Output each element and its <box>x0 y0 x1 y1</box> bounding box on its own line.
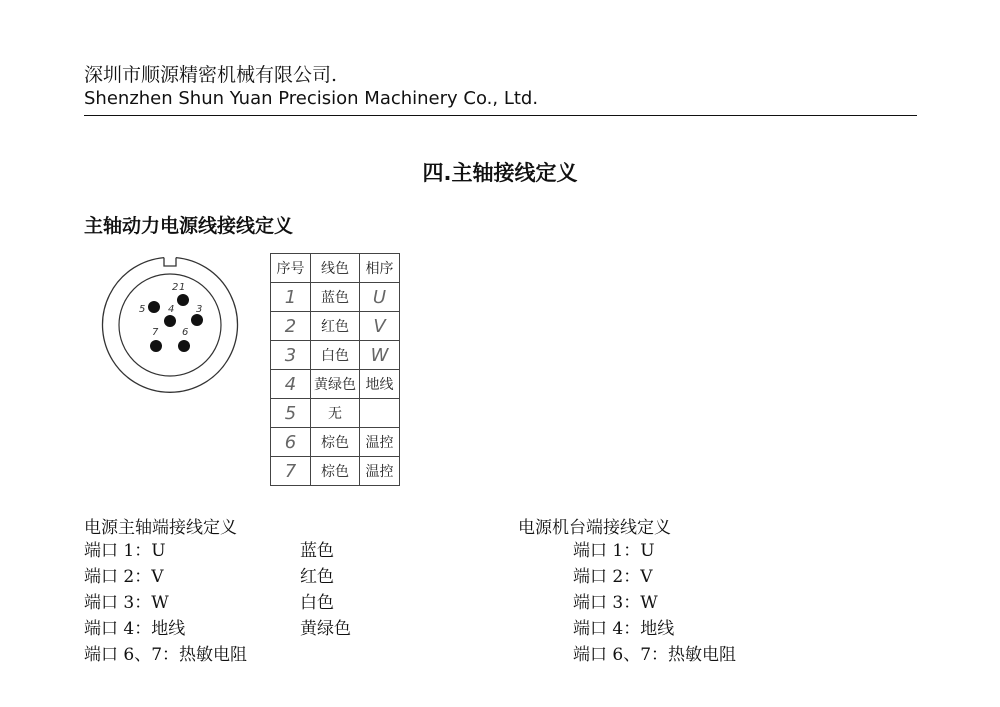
list-item-color: 红色 <box>300 567 334 587</box>
list-item-color: 白色 <box>300 593 334 613</box>
table-cell-color: 棕色 <box>311 457 360 486</box>
table-cell-color: 无 <box>311 399 360 428</box>
table-cell-index: 7 <box>271 457 311 486</box>
list-item: 端口 2：V <box>573 567 653 587</box>
wiring-table <box>270 253 400 486</box>
table-cell-index: 3 <box>271 341 311 370</box>
pin-label-7: 7 <box>152 327 159 338</box>
table-cell-phase <box>360 399 400 428</box>
table-row <box>271 399 400 428</box>
table-cell-color: 红色 <box>311 312 360 341</box>
table-cell-index: 5 <box>271 399 311 428</box>
list-item: 端口 3：W <box>573 593 658 613</box>
table-cell-color: 蓝色 <box>311 283 360 312</box>
pin-label-4: 4 <box>168 304 175 315</box>
subsection-title: 主轴动力电源线接线定义 <box>84 215 294 237</box>
table-cell-phase: U <box>360 283 400 312</box>
table-cell-phase: 地线 <box>360 370 400 399</box>
table-cell-index: 4 <box>271 370 311 399</box>
list-item: 端口 4：地线 <box>84 619 186 639</box>
table-cell-color: 白色 <box>311 341 360 370</box>
connector-pinout-diagram <box>100 255 240 395</box>
pin-7 <box>150 340 162 352</box>
table-header-cell: 序号 <box>271 254 311 283</box>
table-row <box>271 312 400 341</box>
list-item: 端口 4：地线 <box>573 619 675 639</box>
machine-end-port-list <box>573 538 736 668</box>
pin-label-3: 3 <box>196 304 203 315</box>
connector-key-notch <box>164 258 176 266</box>
list-item-color: 黄绿色 <box>300 619 351 639</box>
table-cell-index: 6 <box>271 428 311 457</box>
spindle-end-title: 电源主轴端接线定义 <box>84 518 237 538</box>
table-header-row <box>271 254 400 283</box>
table-header-cell: 相序 <box>360 254 400 283</box>
header-divider <box>84 115 917 116</box>
section-title: 四.主轴接线定义 <box>422 161 578 185</box>
pin-label-2: 2 <box>172 282 179 293</box>
pin-label-6: 6 <box>182 327 189 338</box>
company-name-cn: 深圳市顺源精密机械有限公司. <box>84 64 338 86</box>
pin-3 <box>191 314 203 326</box>
pin-5 <box>148 301 160 313</box>
spindle-end-port-list <box>84 538 247 668</box>
table-header-cell: 线色 <box>311 254 360 283</box>
pin-label-1: 1 <box>179 282 186 293</box>
pin-6 <box>178 340 190 352</box>
table-row <box>271 283 400 312</box>
table-row <box>271 370 400 399</box>
list-item: 端口 1：U <box>84 541 166 561</box>
machine-end-title: 电源机台端接线定义 <box>518 518 671 538</box>
pin-label-5: 5 <box>139 304 146 315</box>
table-row <box>271 428 400 457</box>
list-item: 端口 2：V <box>84 567 164 587</box>
table-cell-index: 1 <box>271 283 311 312</box>
table-row <box>271 341 400 370</box>
table-cell-phase: 温控 <box>360 428 400 457</box>
list-item: 端口 1：U <box>573 541 655 561</box>
connector-svg <box>100 255 240 395</box>
table-cell-phase: V <box>360 312 400 341</box>
list-item: 端口 6、7：热敏电阻 <box>84 645 248 665</box>
table-cell-phase: W <box>360 341 400 370</box>
table-cell-color: 黄绿色 <box>311 370 360 399</box>
list-item: 端口 3：W <box>84 593 169 613</box>
list-item: 端口 6、7：热敏电阻 <box>573 645 737 665</box>
pin-4 <box>164 315 176 327</box>
table-cell-phase: 温控 <box>360 457 400 486</box>
table-row <box>271 457 400 486</box>
spindle-end-color-list <box>300 538 351 642</box>
table-cell-color: 棕色 <box>311 428 360 457</box>
table-cell-index: 2 <box>271 312 311 341</box>
pin-1 <box>177 294 189 306</box>
list-item-color: 蓝色 <box>300 541 334 561</box>
company-name-en: Shenzhen Shun Yuan Precision Machinery Co., Ltd. <box>84 88 539 109</box>
